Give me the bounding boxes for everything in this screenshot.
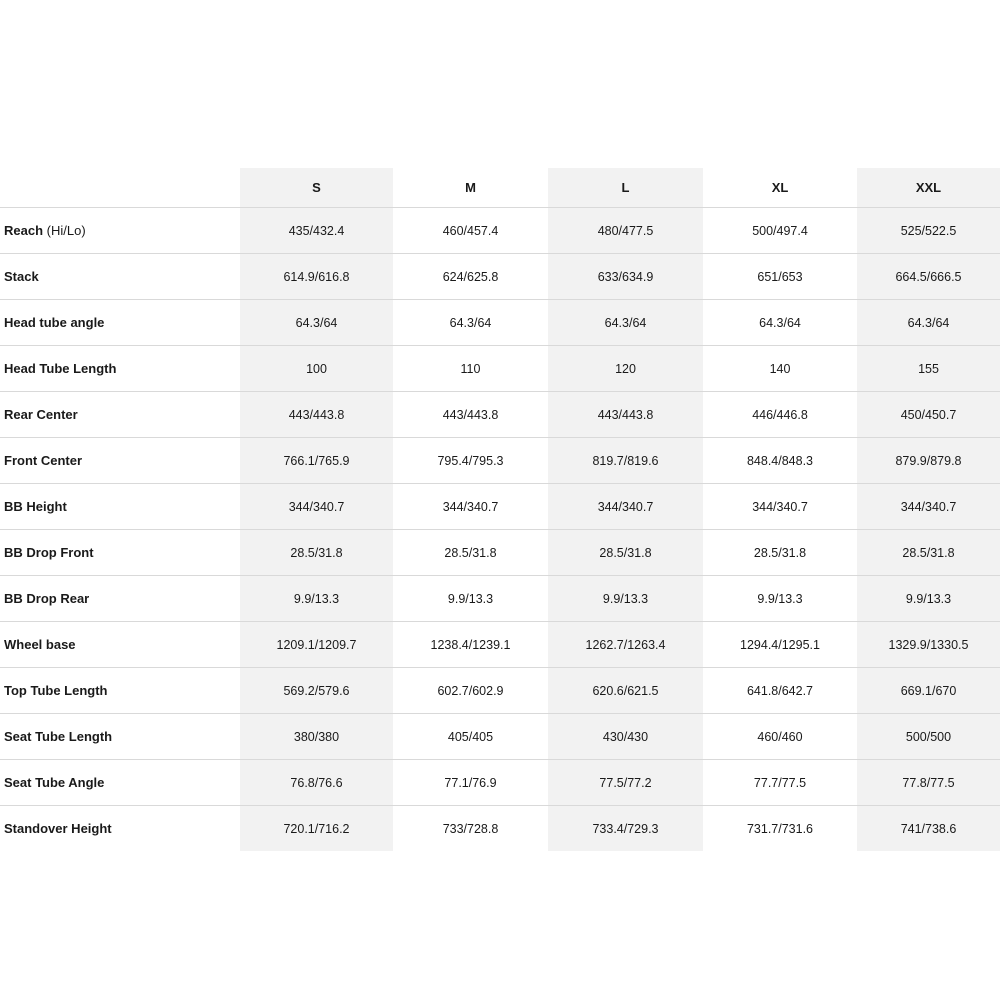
table-row — [0, 484, 1000, 530]
table-cell: 64.3/64 — [240, 300, 393, 346]
table-cell: 120 — [548, 346, 703, 392]
table-cell: 64.3/64 — [703, 300, 857, 346]
row-label — [0, 760, 240, 806]
table-cell: 795.4/795.3 — [393, 438, 548, 484]
row-label-text: Top Tube Length — [4, 683, 108, 698]
row-label — [0, 438, 240, 484]
table-cell: 64.3/64 — [857, 300, 1000, 346]
table-row — [0, 300, 1000, 346]
table-cell: 64.3/64 — [548, 300, 703, 346]
table-cell: 819.7/819.6 — [548, 438, 703, 484]
table-cell: 9.9/13.3 — [240, 576, 393, 622]
row-label — [0, 254, 240, 300]
row-label-text: Head tube angle — [4, 315, 105, 330]
table-cell: 500/500 — [857, 714, 1000, 760]
header-label-cell — [0, 168, 240, 208]
table-row — [0, 530, 1000, 576]
table-cell: 602.7/602.9 — [393, 668, 548, 714]
table-cell: 344/340.7 — [703, 484, 857, 530]
table-cell: 344/340.7 — [240, 484, 393, 530]
table-cell: 1294.4/1295.1 — [703, 622, 857, 668]
table-cell: 1262.7/1263.4 — [548, 622, 703, 668]
table-cell: 651/653 — [703, 254, 857, 300]
row-label-text: Rear Center — [4, 407, 78, 422]
table-cell: 766.1/765.9 — [240, 438, 393, 484]
row-label — [0, 714, 240, 760]
table-cell: 620.6/621.5 — [548, 668, 703, 714]
table-cell: 140 — [703, 346, 857, 392]
size-header-l: L — [548, 168, 703, 208]
row-label-text: Reach — [4, 223, 44, 238]
table-row — [0, 760, 1000, 806]
table-cell: 733/728.8 — [442, 821, 499, 836]
table-cell: 669.1/670 — [857, 668, 1000, 714]
row-label-text: BB Drop Rear — [4, 591, 90, 606]
row-label-text: Wheel base — [4, 637, 76, 652]
table-cell: 443/443.8 — [393, 392, 548, 438]
row-label-text: BB Drop Front — [4, 545, 94, 560]
table-cell: 110 — [393, 346, 548, 392]
table-cell: 569.2/579.6 — [240, 668, 393, 714]
table-cell: 500/497.4 — [703, 208, 857, 254]
size-header-xxl: XXL — [857, 168, 1000, 208]
table-cell: 28.5/31.8 — [703, 530, 857, 576]
table-cell: 155 — [857, 346, 1000, 392]
table-cell: 9.9/13.3 — [703, 576, 857, 622]
row-label — [0, 392, 240, 438]
row-label-text: Stack — [4, 269, 39, 284]
table-cell: 848.4/848.3 — [703, 438, 857, 484]
row-label — [0, 208, 240, 254]
row-label-text: Seat Tube Length — [4, 729, 113, 744]
table-cell: 77.1/76.9 — [393, 760, 548, 806]
table-cell: 733.4/729.3 — [548, 806, 703, 852]
table-cell: 435/432.4 — [240, 208, 393, 254]
table-row — [0, 392, 1000, 438]
table-cell: 100 — [240, 346, 393, 392]
table-cell: 446/446.8 — [703, 392, 857, 438]
row-label-text: Head Tube Length — [4, 361, 117, 376]
table-cell: 77.5/77.2 — [548, 760, 703, 806]
table-row — [0, 438, 1000, 484]
table-cell: 344/340.7 — [857, 484, 1000, 530]
row-label-text: Front Center — [4, 453, 82, 468]
table-cell: 380/380 — [240, 714, 393, 760]
table-cell: 720.1/716.2 — [240, 806, 393, 852]
table-cell: 460/457.4 — [393, 208, 548, 254]
table-cell: 344/340.7 — [548, 484, 703, 530]
table-cell: 9.9/13.3 — [393, 576, 548, 622]
table-cell: 76.8/76.6 — [240, 760, 393, 806]
table-row — [0, 622, 1000, 668]
table-cell: 624/625.8 — [393, 254, 548, 300]
table-cell: 460/460 — [703, 714, 857, 760]
table-cell: 1209.1/1209.7 — [240, 622, 393, 668]
row-label — [0, 806, 240, 852]
row-label-note: (Hi/Lo) — [43, 223, 86, 238]
table-cell: 344/340.7 — [393, 484, 548, 530]
table-cell: 28.5/31.8 — [548, 530, 703, 576]
table-cell: 633/634.9 — [548, 254, 703, 300]
geometry-table — [0, 168, 1000, 851]
table-row — [0, 714, 1000, 760]
row-label-text: BB Height — [4, 499, 67, 514]
table-cell: 450/450.7 — [857, 392, 1000, 438]
table-row — [0, 668, 1000, 714]
table-cell: 28.5/31.8 — [857, 530, 1000, 576]
table-row — [0, 806, 1000, 852]
table-cell: 430/430 — [548, 714, 703, 760]
table-cell: 1329.9/1330.5 — [857, 622, 1000, 668]
size-header-m: M — [393, 168, 548, 208]
table-row — [0, 346, 1000, 392]
table-cell: 614.9/616.8 — [240, 254, 393, 300]
table-cell: 28.5/31.8 — [240, 530, 393, 576]
table-row — [0, 208, 1000, 254]
table-cell: 28.5/31.8 — [393, 530, 548, 576]
row-label — [0, 576, 240, 622]
size-header-s: S — [240, 168, 393, 208]
table-cell: 443/443.8 — [240, 392, 393, 438]
table-cell: 641.8/642.7 — [703, 668, 857, 714]
row-label — [0, 668, 240, 714]
table-cell: 9.9/13.3 — [548, 576, 703, 622]
table-cell: 1238.4/1239.1 — [393, 622, 548, 668]
row-label — [0, 300, 240, 346]
row-label — [0, 530, 240, 576]
table-cell: 77.7/77.5 — [703, 760, 857, 806]
table-cell: 741/738.6 — [857, 806, 1000, 852]
size-header-xl: XL — [703, 168, 857, 208]
table-cell: 664.5/666.5 — [857, 254, 1000, 300]
row-label — [0, 622, 240, 668]
row-label-text: Seat Tube Angle — [4, 775, 105, 790]
table-cell: 64.3/64 — [393, 300, 548, 346]
row-label — [0, 346, 240, 392]
table-cell: 443/443.8 — [548, 392, 703, 438]
row-label-text: Standover Height — [4, 821, 112, 836]
table-cell: 731.7/731.6 — [746, 821, 814, 836]
row-label — [0, 484, 240, 530]
header-row — [0, 168, 1000, 208]
table-cell: 480/477.5 — [548, 208, 703, 254]
table-cell: 9.9/13.3 — [857, 576, 1000, 622]
table-row — [0, 254, 1000, 300]
table-cell: 77.8/77.5 — [857, 760, 1000, 806]
table-cell: 405/405 — [393, 714, 548, 760]
table-cell: 525/522.5 — [857, 208, 1000, 254]
table-row — [0, 576, 1000, 622]
table-cell: 879.9/879.8 — [857, 438, 1000, 484]
